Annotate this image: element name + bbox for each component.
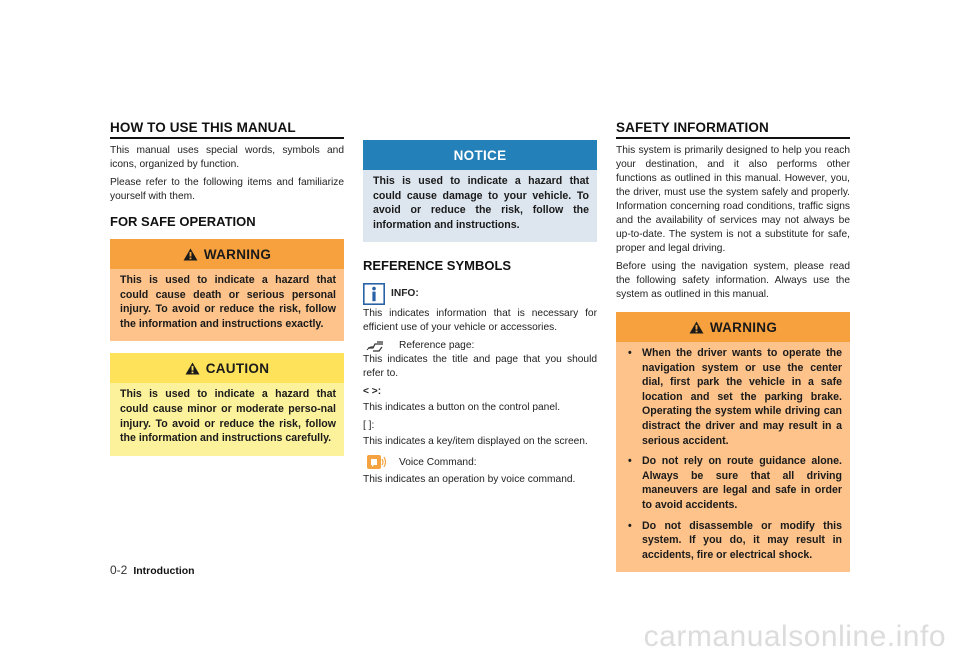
column-how-to-use — [110, 120, 344, 456]
reference-label: Reference page: — [399, 340, 475, 352]
reference-description: This indicates the title and page that you should refer to. — [363, 354, 597, 380]
safety-warning-item: • When the driver wants to operate the navigation system or use the center dial, first park the vehicle in a safe location and set the parking brake. Operating the system while driving can distract the driver and may result in a serious accident. — [626, 346, 842, 448]
warning-text: This is used to indicate a hazard that could cause death or serious personal injury. To avoid or reduce the risk, follow the information and instructions exactly. — [110, 269, 344, 341]
voice-description: This indicates an operation by voice command. — [363, 474, 576, 486]
warning-title: WARNING — [203, 246, 272, 262]
intro-paragraph-2: Please refer to the following items and familiarize yourself with them. — [110, 177, 344, 202]
caution-title: CAUTION — [205, 360, 270, 376]
safety-warning-item: • Do not disassemble or modify this system. If you do, it may result in accidents, fire or electrical shock. — [626, 519, 842, 563]
column-safety-information — [616, 120, 850, 572]
heading-safe-operation: FOR SAFE OPERATION — [110, 214, 256, 229]
voice-symbol-row — [363, 453, 597, 473]
voice-command-icon — [365, 453, 387, 473]
notice-box-header: NOTICE — [363, 140, 597, 170]
key-description: This indicates a key/item displayed on the screen. — [363, 436, 588, 448]
warning-triangle-icon — [185, 362, 200, 375]
button-symbol-label: < >: — [363, 386, 382, 398]
safety-paragraph-1: This system is primarily designed to help you reach your destination, and it also performs other functions as outlined in this manual. However, you, the driver, must use the system safely and properly. Information concerning road conditions, traffic signs and the availability of services may not always be up-to-date. The system is not a substitute for safe, proper and legal driving. — [616, 145, 850, 254]
safety-warning-list — [626, 346, 842, 562]
safety-paragraph-2: Before using the navigation system, please read the following safety information. Always use the system as outlined in this manual. — [616, 261, 850, 300]
caution-text: This is used to indicate a hazard that could cause minor or moderate perso-nal injury. To avoid or reduce the risk, follow the information and instructions carefully. — [110, 383, 344, 455]
intro-paragraph-1: This manual uses special words, symbols and icons, organized by function. — [110, 145, 344, 170]
chapter-title: Introduction — [133, 565, 195, 577]
reference-symbol-row — [363, 339, 597, 353]
info-symbol-row — [363, 283, 597, 305]
safety-warning-title: WARNING — [709, 319, 778, 335]
warning-triangle-icon — [689, 321, 704, 334]
notice-text: This is used to indicate a hazard that could cause damage to your vehicle. To avoid or reduce the risk, follow the information and instructions. — [363, 170, 597, 242]
key-symbol-label: [ ]: — [363, 420, 375, 432]
warning-box — [110, 239, 344, 341]
reference-page-icon — [365, 339, 387, 353]
warning-box-header — [110, 239, 344, 269]
page-number: 0-2 — [110, 563, 128, 577]
info-label: INFO: — [391, 288, 419, 300]
safety-warning-item: • Do not rely on route guidance alone. Always be sure that all driving maneuvers are legal and safe in order to avoid accidents. — [626, 454, 842, 512]
info-description: This indicates information that is necessary for efficient use of your vehicle or accessories. — [363, 308, 597, 334]
button-description: This indicates a button on the control panel. — [363, 402, 561, 414]
caution-box-header — [110, 353, 344, 383]
heading-safety-information: SAFETY INFORMATION — [616, 120, 850, 139]
warning-triangle-icon — [183, 248, 198, 261]
heading-how-to-use: HOW TO USE THIS MANUAL — [110, 120, 344, 139]
info-icon — [363, 283, 385, 305]
notice-box — [363, 140, 597, 242]
heading-reference-symbols: REFERENCE SYMBOLS — [363, 258, 512, 274]
safety-warning-header — [616, 312, 850, 342]
watermark: carmanualsonline.info — [643, 620, 946, 653]
page-footer — [110, 563, 195, 577]
column-reference — [363, 140, 597, 491]
safety-warning-box — [616, 312, 850, 572]
caution-box — [110, 353, 344, 455]
voice-label: Voice Command: — [399, 457, 477, 469]
safety-warning-body — [616, 342, 850, 572]
